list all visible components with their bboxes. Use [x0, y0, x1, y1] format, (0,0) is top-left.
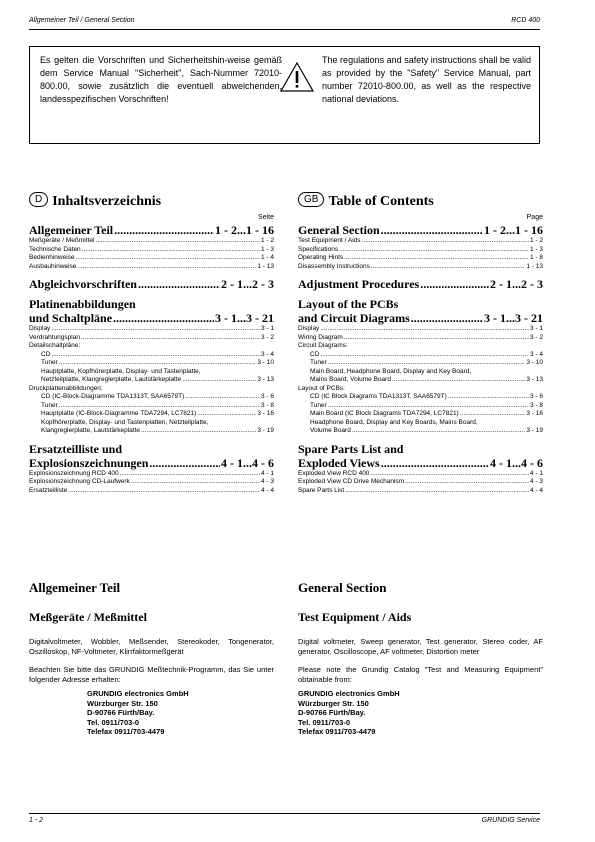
toc-entry: Spare Parts List ..... 4 - 4 [298, 487, 543, 496]
toc-english [298, 192, 543, 495]
section-heading: Allgemeiner Teil [29, 580, 121, 595]
toc-entry: Ersatzteilliste ..... 4 - 4 [29, 487, 274, 496]
company-address: GRUNDIG electronics GmbH Würzburger Str. 150 D-90766 Fürth/Bay. Tel. 0911/703-0 Telefax 0911/703-4479 [87, 689, 189, 736]
toc-entry: Ausbauhinweise ..... 1 - 13 [29, 263, 274, 272]
toc-entry: Hauptplatte (IC-Block-Diagramme TDA7294, LC7821) ..... 3 - 16 [29, 410, 274, 419]
safety-notice-de: Es gelten die Vorschriften und Sicherheitshin-weise gemäß dem Service Manual "Sicherheit", Sach-Nummer 72010-800.00, sowie zusätzlich die eventuell abweichenden, landesspezifischen Vorschriften! [40, 55, 282, 104]
header-section: Allgemeiner Teil / General Section [29, 17, 135, 24]
header-model: RCD 400 [511, 17, 540, 24]
toc-entry: Tuner ..... 3 - 8 [29, 402, 274, 411]
page-number: 1 - 2 [29, 817, 44, 824]
toc-entry: Exploded View CD Drive Mechanism ..... 4 - 3 [298, 478, 543, 487]
toc-entry: Netzteilplatte, Klangreglerplatte, Lautstärkeplatte ..... 3 - 13 [29, 376, 274, 385]
toc-section: und Schaltpläne ..... 3 - 1...3 - 21 [29, 311, 274, 325]
toc-entry: Meßgeräte / Meßmittel ..... 1 - 2 [29, 237, 274, 246]
catalog-note: Beachten Sie bitte das GRUNDIG Meßtechnik-Programm, das Sie unter folgender Adresse erhalten: [29, 665, 274, 684]
section-heading: General Section [298, 580, 387, 595]
toc-section: Adjustment Procedures ..... 2 - 1...2 - 3 [298, 277, 543, 291]
toc-section-title: Spare Parts List and [298, 441, 404, 456]
toc-entry: Wiring Diagram ..... 3 - 2 [298, 334, 543, 343]
toc-section-title: Ersatzteilliste und [29, 441, 122, 456]
toc-entry: Main Board (IC Block Diagrams TDA7294, LC7821) ..... 3 - 16 [298, 410, 543, 419]
toc-entry-line: Main Board, Headphone Board, Display and Key Board, [310, 367, 472, 375]
toc-section: Explosionszeichnungen ..... 4 - 1...4 - 6 [29, 456, 274, 470]
warning-triangle-icon [280, 62, 314, 92]
page-column-label: Seite [258, 214, 274, 221]
toc-entry-line: Headphone Board, Display and Key Boards, Mains Board, [310, 418, 478, 426]
safety-notice-en: The regulations and safety instructions shall be valid as provided by the "Safety" Service Manual, part number 72010-800.00, as well as the respective national deviations. [322, 55, 531, 104]
toc-entry: Technische Daten ..... 1 - 3 [29, 246, 274, 255]
toc-entry: Display ..... 3 - 1 [298, 325, 543, 334]
toc-entry: Tuner ..... 3 - 10 [298, 359, 543, 368]
catalog-note: Please note the Grundig Catalog "Test and Measuring Equipment" obtainable from: [298, 665, 543, 684]
toc-section-title: Platinenabbildungen [29, 297, 136, 311]
toc-section: and Circuit Diagrams ..... 3 - 1...3 - 21 [298, 311, 543, 325]
toc-heading [29, 192, 274, 212]
toc-entry: Volume Board ..... 3 - 19 [298, 427, 543, 436]
toc-subheading: Layout of PCBs: [298, 384, 345, 392]
toc-entry: CD (IC Block Diagrams TDA1313T, SAA6579T) ..... 3 - 6 [298, 393, 543, 402]
toc-heading [298, 192, 543, 212]
toc-entry: Tuner ..... 3 - 8 [298, 402, 543, 411]
toc-entry: Verdrahtungsplan ..... 3 - 2 [29, 334, 274, 343]
toc-entry: Operating Hints ..... 1 - 8 [298, 254, 543, 263]
toc-entry: Exploded View RCD 400 ..... 4 - 1 [298, 470, 543, 479]
toc-title: Inhaltsverzeichnis [52, 194, 162, 209]
page-footer [29, 813, 540, 824]
toc-entry: Disassembly Instructions ..... 1 - 13 [298, 263, 543, 272]
equipment-list: Digitalvoltmeter, Wobbler, Meßsender, Stereokoder, Tongenerator, Oszilloskop, NF-Voltmeter, Klirrfaktormeßgerät [29, 637, 274, 656]
safety-notice-box [29, 46, 540, 144]
toc-entry: Specifications ..... 1 - 3 [298, 246, 543, 255]
toc-entry: CD ..... 3 - 4 [298, 351, 543, 360]
toc-entry: Tuner ..... 3 - 10 [29, 359, 274, 368]
general-section-gb [298, 580, 543, 737]
toc-entry: Klangreglerplatte, Lautstärkeplatte ..... 3 - 19 [29, 427, 274, 436]
page-header [29, 17, 540, 30]
toc-entry: Mains Board, Volume Board ..... 3 - 13 [298, 376, 543, 385]
toc-entry: Explosionszeichnung CD-Laufwerk ..... 4 - 3 [29, 478, 274, 487]
toc-entry: Explosionszeichnung RCD 400 ..... 4 - 1 [29, 470, 274, 479]
toc-entry: Bedienhinweise ..... 1 - 4 [29, 254, 274, 263]
toc-section: General Section ..... 1 - 2...1 - 16 [298, 223, 543, 237]
toc-entry-line: Hauptplatte, Kopfhörerplatte, Display- und Tastenplatte, [41, 367, 201, 375]
toc-subheading: Circuit Diagrams: [298, 342, 348, 349]
toc-section: Abgleichvorschriften ..... 2 - 1...2 - 3 [29, 277, 274, 291]
toc-subheading: Druckplattenabbildungen: [29, 384, 103, 392]
toc-entry: Display ..... 3 - 1 [29, 325, 274, 334]
toc-section: Allgemeiner Teil ..... 1 - 2...1 - 16 [29, 223, 274, 237]
toc-title: Table of Contents [328, 194, 434, 209]
footer-brand: GRUNDIG Service [481, 817, 540, 824]
equipment-list: Digital voltmeter, Sweep generator, Test generator, Stereo coder, AF generator, Oscilloscope, AF voltmeter, Distortion meter [298, 637, 543, 656]
language-badge: D [29, 192, 48, 207]
toc-section-title: Layout of the PCBs [298, 297, 399, 311]
company-address: GRUNDIG electronics GmbH Würzburger Str. 150 D-90766 Fürth/Bay. Tel. 0911/703-0 Telefax 0911/703-4479 [298, 689, 400, 736]
subsection-heading: Meßgeräte / Meßmittel [29, 610, 147, 624]
toc-german [29, 192, 274, 495]
toc-entry: CD ..... 3 - 4 [29, 351, 274, 360]
toc-subheading: Detailschaltpläne: [29, 342, 81, 349]
toc-entry: CD (IC-Block-Diagramme TDA1313T, SAA6579T) ..... 3 - 6 [29, 393, 274, 402]
page-column-label: Page [526, 214, 543, 221]
toc-entry-line: Kopfhörerplatte, Display- und Tastenplatten, Netzteilplatte, [41, 418, 209, 426]
general-section-de [29, 580, 274, 737]
toc-section: Exploded Views ..... 4 - 1...4 - 6 [298, 456, 543, 470]
language-badge: GB [298, 192, 324, 207]
subsection-heading: Test Equipment / Aids [298, 610, 412, 624]
toc-entry: Test Equipment / Aids ..... 1 - 2 [298, 237, 543, 246]
